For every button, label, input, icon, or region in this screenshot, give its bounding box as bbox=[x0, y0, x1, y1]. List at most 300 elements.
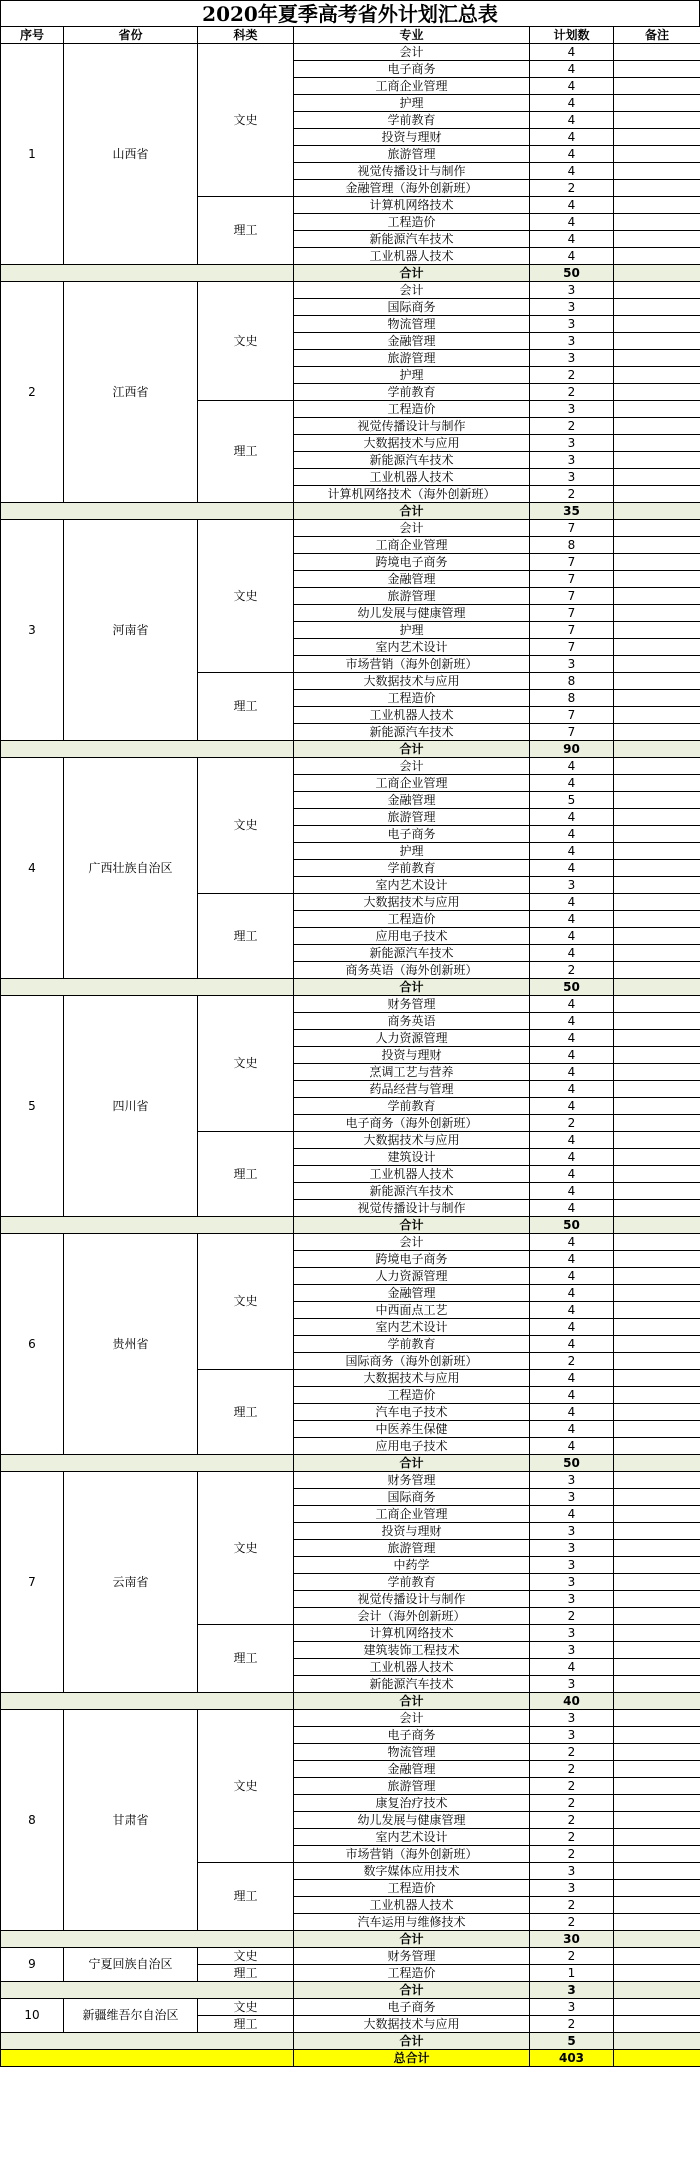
plan-cell: 4 bbox=[530, 1659, 614, 1676]
subtotal-value: 35 bbox=[530, 503, 614, 520]
plan-cell: 4 bbox=[530, 1183, 614, 1200]
plan-cell: 3 bbox=[530, 1863, 614, 1880]
major-cell: 数字媒体应用技术 bbox=[294, 1863, 530, 1880]
note-cell bbox=[614, 316, 700, 333]
note-cell bbox=[614, 520, 700, 537]
major-cell: 会计 bbox=[294, 758, 530, 775]
subtotal-note bbox=[614, 265, 700, 282]
plan-cell: 8 bbox=[530, 673, 614, 690]
major-cell: 汽车运用与维修技术 bbox=[294, 1914, 530, 1931]
major-cell: 会计（海外创新班） bbox=[294, 1608, 530, 1625]
major-cell: 室内艺术设计 bbox=[294, 877, 530, 894]
major-cell: 大数据技术与应用 bbox=[294, 673, 530, 690]
category-cell: 文史 bbox=[198, 44, 294, 197]
category-cell: 理工 bbox=[198, 894, 294, 979]
plan-cell: 4 bbox=[530, 1404, 614, 1421]
major-cell: 药品经营与管理 bbox=[294, 1081, 530, 1098]
major-cell: 工业机器人技术 bbox=[294, 1166, 530, 1183]
plan-cell: 4 bbox=[530, 1302, 614, 1319]
plan-cell: 3 bbox=[530, 1489, 614, 1506]
note-cell bbox=[614, 282, 700, 299]
plan-cell: 3 bbox=[530, 1523, 614, 1540]
plan-cell: 4 bbox=[530, 1370, 614, 1387]
plan-cell: 4 bbox=[530, 95, 614, 112]
plan-cell: 4 bbox=[530, 1234, 614, 1251]
plan-cell: 4 bbox=[530, 1166, 614, 1183]
plan-cell: 2 bbox=[530, 1778, 614, 1795]
note-cell bbox=[614, 996, 700, 1013]
note-cell bbox=[614, 435, 700, 452]
major-cell: 金融管理 bbox=[294, 333, 530, 350]
note-cell bbox=[614, 1710, 700, 1727]
province-name: 四川省 bbox=[64, 996, 198, 1217]
note-cell bbox=[614, 1438, 700, 1455]
plan-cell: 2 bbox=[530, 2016, 614, 2033]
note-cell bbox=[614, 180, 700, 197]
note-cell bbox=[614, 656, 700, 673]
note-cell bbox=[614, 163, 700, 180]
major-cell: 护理 bbox=[294, 367, 530, 384]
plan-cell: 3 bbox=[530, 877, 614, 894]
major-cell: 室内艺术设计 bbox=[294, 1829, 530, 1846]
plan-cell: 3 bbox=[530, 282, 614, 299]
province-no: 5 bbox=[1, 996, 64, 1217]
note-cell bbox=[614, 1013, 700, 1030]
plan-cell: 4 bbox=[530, 1251, 614, 1268]
major-cell: 物流管理 bbox=[294, 1744, 530, 1761]
category-cell: 文史 bbox=[198, 1948, 294, 1965]
major-cell: 工程造价 bbox=[294, 1965, 530, 1982]
note-cell bbox=[614, 673, 700, 690]
major-cell: 跨境电子商务 bbox=[294, 554, 530, 571]
note-cell bbox=[614, 333, 700, 350]
note-cell bbox=[614, 1472, 700, 1489]
note-cell bbox=[614, 1098, 700, 1115]
plan-cell: 4 bbox=[530, 1506, 614, 1523]
major-cell: 工商企业管理 bbox=[294, 775, 530, 792]
province-no: 9 bbox=[1, 1948, 64, 1982]
province-name: 新疆维吾尔自治区 bbox=[64, 1999, 198, 2033]
major-cell: 学前教育 bbox=[294, 1574, 530, 1591]
major-cell: 计算机网络技术 bbox=[294, 1625, 530, 1642]
note-cell bbox=[614, 248, 700, 265]
plan-cell: 3 bbox=[530, 1557, 614, 1574]
note-cell bbox=[614, 1795, 700, 1812]
note-cell bbox=[614, 44, 700, 61]
major-cell: 视觉传播设计与制作 bbox=[294, 1591, 530, 1608]
major-cell: 中药学 bbox=[294, 1557, 530, 1574]
subtotal-label: 合计 bbox=[294, 503, 530, 520]
subtotal-value: 50 bbox=[530, 1455, 614, 1472]
plan-cell: 2 bbox=[530, 1608, 614, 1625]
note-cell bbox=[614, 1506, 700, 1523]
subtotal-note bbox=[614, 1693, 700, 1710]
subtotal-row bbox=[1, 1455, 700, 1472]
plan-cell: 3 bbox=[530, 1710, 614, 1727]
table-row bbox=[1, 44, 700, 61]
note-cell bbox=[614, 1897, 700, 1914]
note-cell bbox=[614, 911, 700, 928]
note-cell bbox=[614, 299, 700, 316]
category-cell: 文史 bbox=[198, 282, 294, 401]
plan-cell: 4 bbox=[530, 1081, 614, 1098]
major-cell: 金融管理 bbox=[294, 1285, 530, 1302]
note-cell bbox=[614, 1727, 700, 1744]
plan-cell: 2 bbox=[530, 1897, 614, 1914]
plan-cell: 4 bbox=[530, 1319, 614, 1336]
category-cell: 理工 bbox=[198, 1370, 294, 1455]
subtotal-label: 合计 bbox=[294, 1931, 530, 1948]
note-cell bbox=[614, 1268, 700, 1285]
note-cell bbox=[614, 537, 700, 554]
note-cell bbox=[614, 1149, 700, 1166]
table-row bbox=[1, 520, 700, 537]
subtotal-blank bbox=[1, 1982, 294, 1999]
province-name: 河南省 bbox=[64, 520, 198, 741]
subtotal-value: 40 bbox=[530, 1693, 614, 1710]
plan-cell: 3 bbox=[530, 316, 614, 333]
plan-cell: 2 bbox=[530, 384, 614, 401]
major-cell: 护理 bbox=[294, 95, 530, 112]
subtotal-blank bbox=[1, 1455, 294, 1472]
subtotal-note bbox=[614, 1982, 700, 1999]
major-cell: 会计 bbox=[294, 520, 530, 537]
note-cell bbox=[614, 928, 700, 945]
table-body bbox=[1, 44, 700, 2067]
note-cell bbox=[614, 1829, 700, 1846]
plan-cell: 1 bbox=[530, 1965, 614, 1982]
plan-cell: 7 bbox=[530, 605, 614, 622]
major-cell: 财务管理 bbox=[294, 1472, 530, 1489]
subtotal-note bbox=[614, 1931, 700, 1948]
major-cell: 国际商务 bbox=[294, 1489, 530, 1506]
major-cell: 金融管理 bbox=[294, 792, 530, 809]
note-cell bbox=[614, 894, 700, 911]
note-cell bbox=[614, 1642, 700, 1659]
category-cell: 理工 bbox=[198, 2016, 294, 2033]
subtotal-label: 合计 bbox=[294, 1693, 530, 1710]
major-cell: 视觉传播设计与制作 bbox=[294, 1200, 530, 1217]
subtotal-value: 5 bbox=[530, 2033, 614, 2050]
major-cell: 学前教育 bbox=[294, 384, 530, 401]
note-cell bbox=[614, 622, 700, 639]
plan-cell: 3 bbox=[530, 1472, 614, 1489]
major-cell: 大数据技术与应用 bbox=[294, 1132, 530, 1149]
subtotal-blank bbox=[1, 1931, 294, 1948]
subtotal-value: 50 bbox=[530, 979, 614, 996]
plan-cell: 2 bbox=[530, 367, 614, 384]
major-cell: 康复治疗技术 bbox=[294, 1795, 530, 1812]
note-cell bbox=[614, 1353, 700, 1370]
category-cell: 理工 bbox=[198, 1132, 294, 1217]
category-cell: 理工 bbox=[198, 1863, 294, 1931]
subtotal-label: 合计 bbox=[294, 1455, 530, 1472]
note-cell bbox=[614, 1523, 700, 1540]
note-cell bbox=[614, 1387, 700, 1404]
subtotal-blank bbox=[1, 1217, 294, 1234]
subtotal-row bbox=[1, 1217, 700, 1234]
major-cell: 工业机器人技术 bbox=[294, 707, 530, 724]
plan-cell: 2 bbox=[530, 962, 614, 979]
note-cell bbox=[614, 367, 700, 384]
subtotal-row bbox=[1, 979, 700, 996]
plan-cell: 4 bbox=[530, 1030, 614, 1047]
note-cell bbox=[614, 146, 700, 163]
plan-cell: 3 bbox=[530, 656, 614, 673]
plan-cell: 3 bbox=[530, 1591, 614, 1608]
plan-cell: 4 bbox=[530, 758, 614, 775]
major-cell: 旅游管理 bbox=[294, 350, 530, 367]
subtotal-note bbox=[614, 1217, 700, 1234]
note-cell bbox=[614, 95, 700, 112]
major-cell: 投资与理财 bbox=[294, 1523, 530, 1540]
subtotal-label: 合计 bbox=[294, 2033, 530, 2050]
note-cell bbox=[614, 1336, 700, 1353]
note-cell bbox=[614, 1761, 700, 1778]
note-cell bbox=[614, 1540, 700, 1557]
plan-cell: 4 bbox=[530, 1132, 614, 1149]
major-cell: 工程造价 bbox=[294, 690, 530, 707]
major-cell: 人力资源管理 bbox=[294, 1030, 530, 1047]
plan-cell: 4 bbox=[530, 214, 614, 231]
province-name: 云南省 bbox=[64, 1472, 198, 1693]
major-cell: 新能源汽车技术 bbox=[294, 452, 530, 469]
subtotal-blank bbox=[1, 265, 294, 282]
note-cell bbox=[614, 724, 700, 741]
note-cell bbox=[614, 1183, 700, 1200]
plan-cell: 2 bbox=[530, 418, 614, 435]
major-cell: 幼儿发展与健康管理 bbox=[294, 605, 530, 622]
table-row bbox=[1, 282, 700, 299]
header-province: 省份 bbox=[64, 27, 198, 44]
major-cell: 工程造价 bbox=[294, 401, 530, 418]
grand-total-row bbox=[1, 2050, 700, 2067]
major-cell: 工商企业管理 bbox=[294, 78, 530, 95]
subtotal-label: 合计 bbox=[294, 1217, 530, 1234]
note-cell bbox=[614, 639, 700, 656]
note-cell bbox=[614, 1948, 700, 1965]
note-cell bbox=[614, 1625, 700, 1642]
plan-cell: 2 bbox=[530, 1948, 614, 1965]
note-cell bbox=[614, 843, 700, 860]
plan-cell: 7 bbox=[530, 622, 614, 639]
category-cell: 理工 bbox=[198, 197, 294, 265]
subtotal-value: 3 bbox=[530, 1982, 614, 1999]
table-row bbox=[1, 1999, 700, 2016]
note-cell bbox=[614, 1030, 700, 1047]
major-cell: 工业机器人技术 bbox=[294, 1659, 530, 1676]
major-cell: 市场营销（海外创新班） bbox=[294, 1846, 530, 1863]
subtotal-row bbox=[1, 1693, 700, 1710]
plan-cell: 4 bbox=[530, 1200, 614, 1217]
plan-cell: 3 bbox=[530, 435, 614, 452]
note-cell bbox=[614, 690, 700, 707]
note-cell bbox=[614, 571, 700, 588]
plan-cell: 3 bbox=[530, 452, 614, 469]
major-cell: 建筑设计 bbox=[294, 1149, 530, 1166]
subtotal-label: 合计 bbox=[294, 1982, 530, 1999]
subtotal-label: 合计 bbox=[294, 265, 530, 282]
major-cell: 电子商务（海外创新班） bbox=[294, 1115, 530, 1132]
note-cell bbox=[614, 78, 700, 95]
plan-cell: 3 bbox=[530, 333, 614, 350]
province-no: 1 bbox=[1, 44, 64, 265]
plan-cell: 3 bbox=[530, 1727, 614, 1744]
plan-cell: 8 bbox=[530, 690, 614, 707]
table-row bbox=[1, 1472, 700, 1489]
note-cell bbox=[614, 61, 700, 78]
plan-cell: 4 bbox=[530, 1438, 614, 1455]
subtotal-label: 合计 bbox=[294, 741, 530, 758]
plan-cell: 3 bbox=[530, 1540, 614, 1557]
major-cell: 烹调工艺与营养 bbox=[294, 1064, 530, 1081]
note-cell bbox=[614, 792, 700, 809]
plan-cell: 4 bbox=[530, 843, 614, 860]
note-cell bbox=[614, 1285, 700, 1302]
province-no: 8 bbox=[1, 1710, 64, 1931]
plan-cell: 3 bbox=[530, 401, 614, 418]
grand-total-note bbox=[614, 2050, 700, 2067]
plan-cell: 3 bbox=[530, 1574, 614, 1591]
plan-cell: 4 bbox=[530, 129, 614, 146]
note-cell bbox=[614, 758, 700, 775]
province-no: 10 bbox=[1, 1999, 64, 2033]
plan-cell: 5 bbox=[530, 792, 614, 809]
major-cell: 新能源汽车技术 bbox=[294, 231, 530, 248]
subtotal-value: 50 bbox=[530, 1217, 614, 1234]
note-cell bbox=[614, 1965, 700, 1982]
subtotal-blank bbox=[1, 741, 294, 758]
plan-cell: 7 bbox=[530, 571, 614, 588]
major-cell: 旅游管理 bbox=[294, 1778, 530, 1795]
plan-cell: 3 bbox=[530, 1642, 614, 1659]
note-cell bbox=[614, 1421, 700, 1438]
plan-cell: 4 bbox=[530, 826, 614, 843]
header-note: 备注 bbox=[614, 27, 700, 44]
category-cell: 文史 bbox=[198, 758, 294, 894]
major-cell: 金融管理 bbox=[294, 571, 530, 588]
category-cell: 理工 bbox=[198, 401, 294, 503]
major-cell: 学前教育 bbox=[294, 1098, 530, 1115]
note-cell bbox=[614, 1115, 700, 1132]
major-cell: 工程造价 bbox=[294, 214, 530, 231]
note-cell bbox=[614, 1404, 700, 1421]
note-cell bbox=[614, 1608, 700, 1625]
plan-cell: 4 bbox=[530, 146, 614, 163]
plan-cell: 7 bbox=[530, 707, 614, 724]
note-cell bbox=[614, 1166, 700, 1183]
subtotal-blank bbox=[1, 503, 294, 520]
category-cell: 理工 bbox=[198, 1625, 294, 1693]
plan-cell: 2 bbox=[530, 1914, 614, 1931]
subtotal-blank bbox=[1, 1693, 294, 1710]
note-cell bbox=[614, 2016, 700, 2033]
plan-cell: 4 bbox=[530, 809, 614, 826]
plan-cell: 4 bbox=[530, 1149, 614, 1166]
plan-cell: 8 bbox=[530, 537, 614, 554]
plan-cell: 4 bbox=[530, 231, 614, 248]
note-cell bbox=[614, 452, 700, 469]
note-cell bbox=[614, 1999, 700, 2016]
province-name: 宁夏回族自治区 bbox=[64, 1948, 198, 1982]
note-cell bbox=[614, 1744, 700, 1761]
major-cell: 应用电子技术 bbox=[294, 928, 530, 945]
note-cell bbox=[614, 418, 700, 435]
major-cell: 会计 bbox=[294, 1234, 530, 1251]
major-cell: 工业机器人技术 bbox=[294, 469, 530, 486]
note-cell bbox=[614, 809, 700, 826]
major-cell: 电子商务 bbox=[294, 1999, 530, 2016]
major-cell: 投资与理财 bbox=[294, 129, 530, 146]
major-cell: 工商企业管理 bbox=[294, 1506, 530, 1523]
subtotal-value: 30 bbox=[530, 1931, 614, 1948]
major-cell: 会计 bbox=[294, 282, 530, 299]
plan-cell: 7 bbox=[530, 724, 614, 741]
note-cell bbox=[614, 1863, 700, 1880]
major-cell: 人力资源管理 bbox=[294, 1268, 530, 1285]
note-cell bbox=[614, 1200, 700, 1217]
note-cell bbox=[614, 1489, 700, 1506]
province-no: 4 bbox=[1, 758, 64, 979]
note-cell bbox=[614, 1676, 700, 1693]
plan-cell: 3 bbox=[530, 350, 614, 367]
note-cell bbox=[614, 962, 700, 979]
major-cell: 大数据技术与应用 bbox=[294, 894, 530, 911]
major-cell: 旅游管理 bbox=[294, 146, 530, 163]
sheet-title: 2020年夏季高考省外计划汇总表 bbox=[0, 0, 700, 26]
plan-cell: 4 bbox=[530, 1421, 614, 1438]
plan-cell: 4 bbox=[530, 996, 614, 1013]
province-no: 3 bbox=[1, 520, 64, 741]
province-name: 广西壮族自治区 bbox=[64, 758, 198, 979]
major-cell: 新能源汽车技术 bbox=[294, 1676, 530, 1693]
plan-cell: 2 bbox=[530, 1115, 614, 1132]
grand-total-blank bbox=[1, 2050, 294, 2067]
major-cell: 建筑装饰工程技术 bbox=[294, 1642, 530, 1659]
major-cell: 旅游管理 bbox=[294, 1540, 530, 1557]
subtotal-row bbox=[1, 741, 700, 758]
category-cell: 文史 bbox=[198, 996, 294, 1132]
province-name: 贵州省 bbox=[64, 1234, 198, 1455]
province-no: 6 bbox=[1, 1234, 64, 1455]
plan-cell: 2 bbox=[530, 1761, 614, 1778]
note-cell bbox=[614, 384, 700, 401]
major-cell: 学前教育 bbox=[294, 860, 530, 877]
category-cell: 文史 bbox=[198, 520, 294, 673]
category-cell: 理工 bbox=[198, 673, 294, 741]
plan-cell: 4 bbox=[530, 1336, 614, 1353]
major-cell: 中西面点工艺 bbox=[294, 1302, 530, 1319]
plan-cell: 4 bbox=[530, 112, 614, 129]
province-name: 山西省 bbox=[64, 44, 198, 265]
note-cell bbox=[614, 214, 700, 231]
plan-cell: 4 bbox=[530, 911, 614, 928]
subtotal-row bbox=[1, 265, 700, 282]
note-cell bbox=[614, 588, 700, 605]
major-cell: 投资与理财 bbox=[294, 1047, 530, 1064]
subtotal-note bbox=[614, 741, 700, 758]
note-cell bbox=[614, 486, 700, 503]
plan-cell: 2 bbox=[530, 1812, 614, 1829]
plan-cell: 4 bbox=[530, 1387, 614, 1404]
plan-cell: 3 bbox=[530, 1676, 614, 1693]
category-cell: 文史 bbox=[198, 1710, 294, 1863]
subtotal-note bbox=[614, 979, 700, 996]
major-cell: 会计 bbox=[294, 1710, 530, 1727]
plan-cell: 4 bbox=[530, 1268, 614, 1285]
note-cell bbox=[614, 1047, 700, 1064]
major-cell: 金融管理（海外创新班） bbox=[294, 180, 530, 197]
